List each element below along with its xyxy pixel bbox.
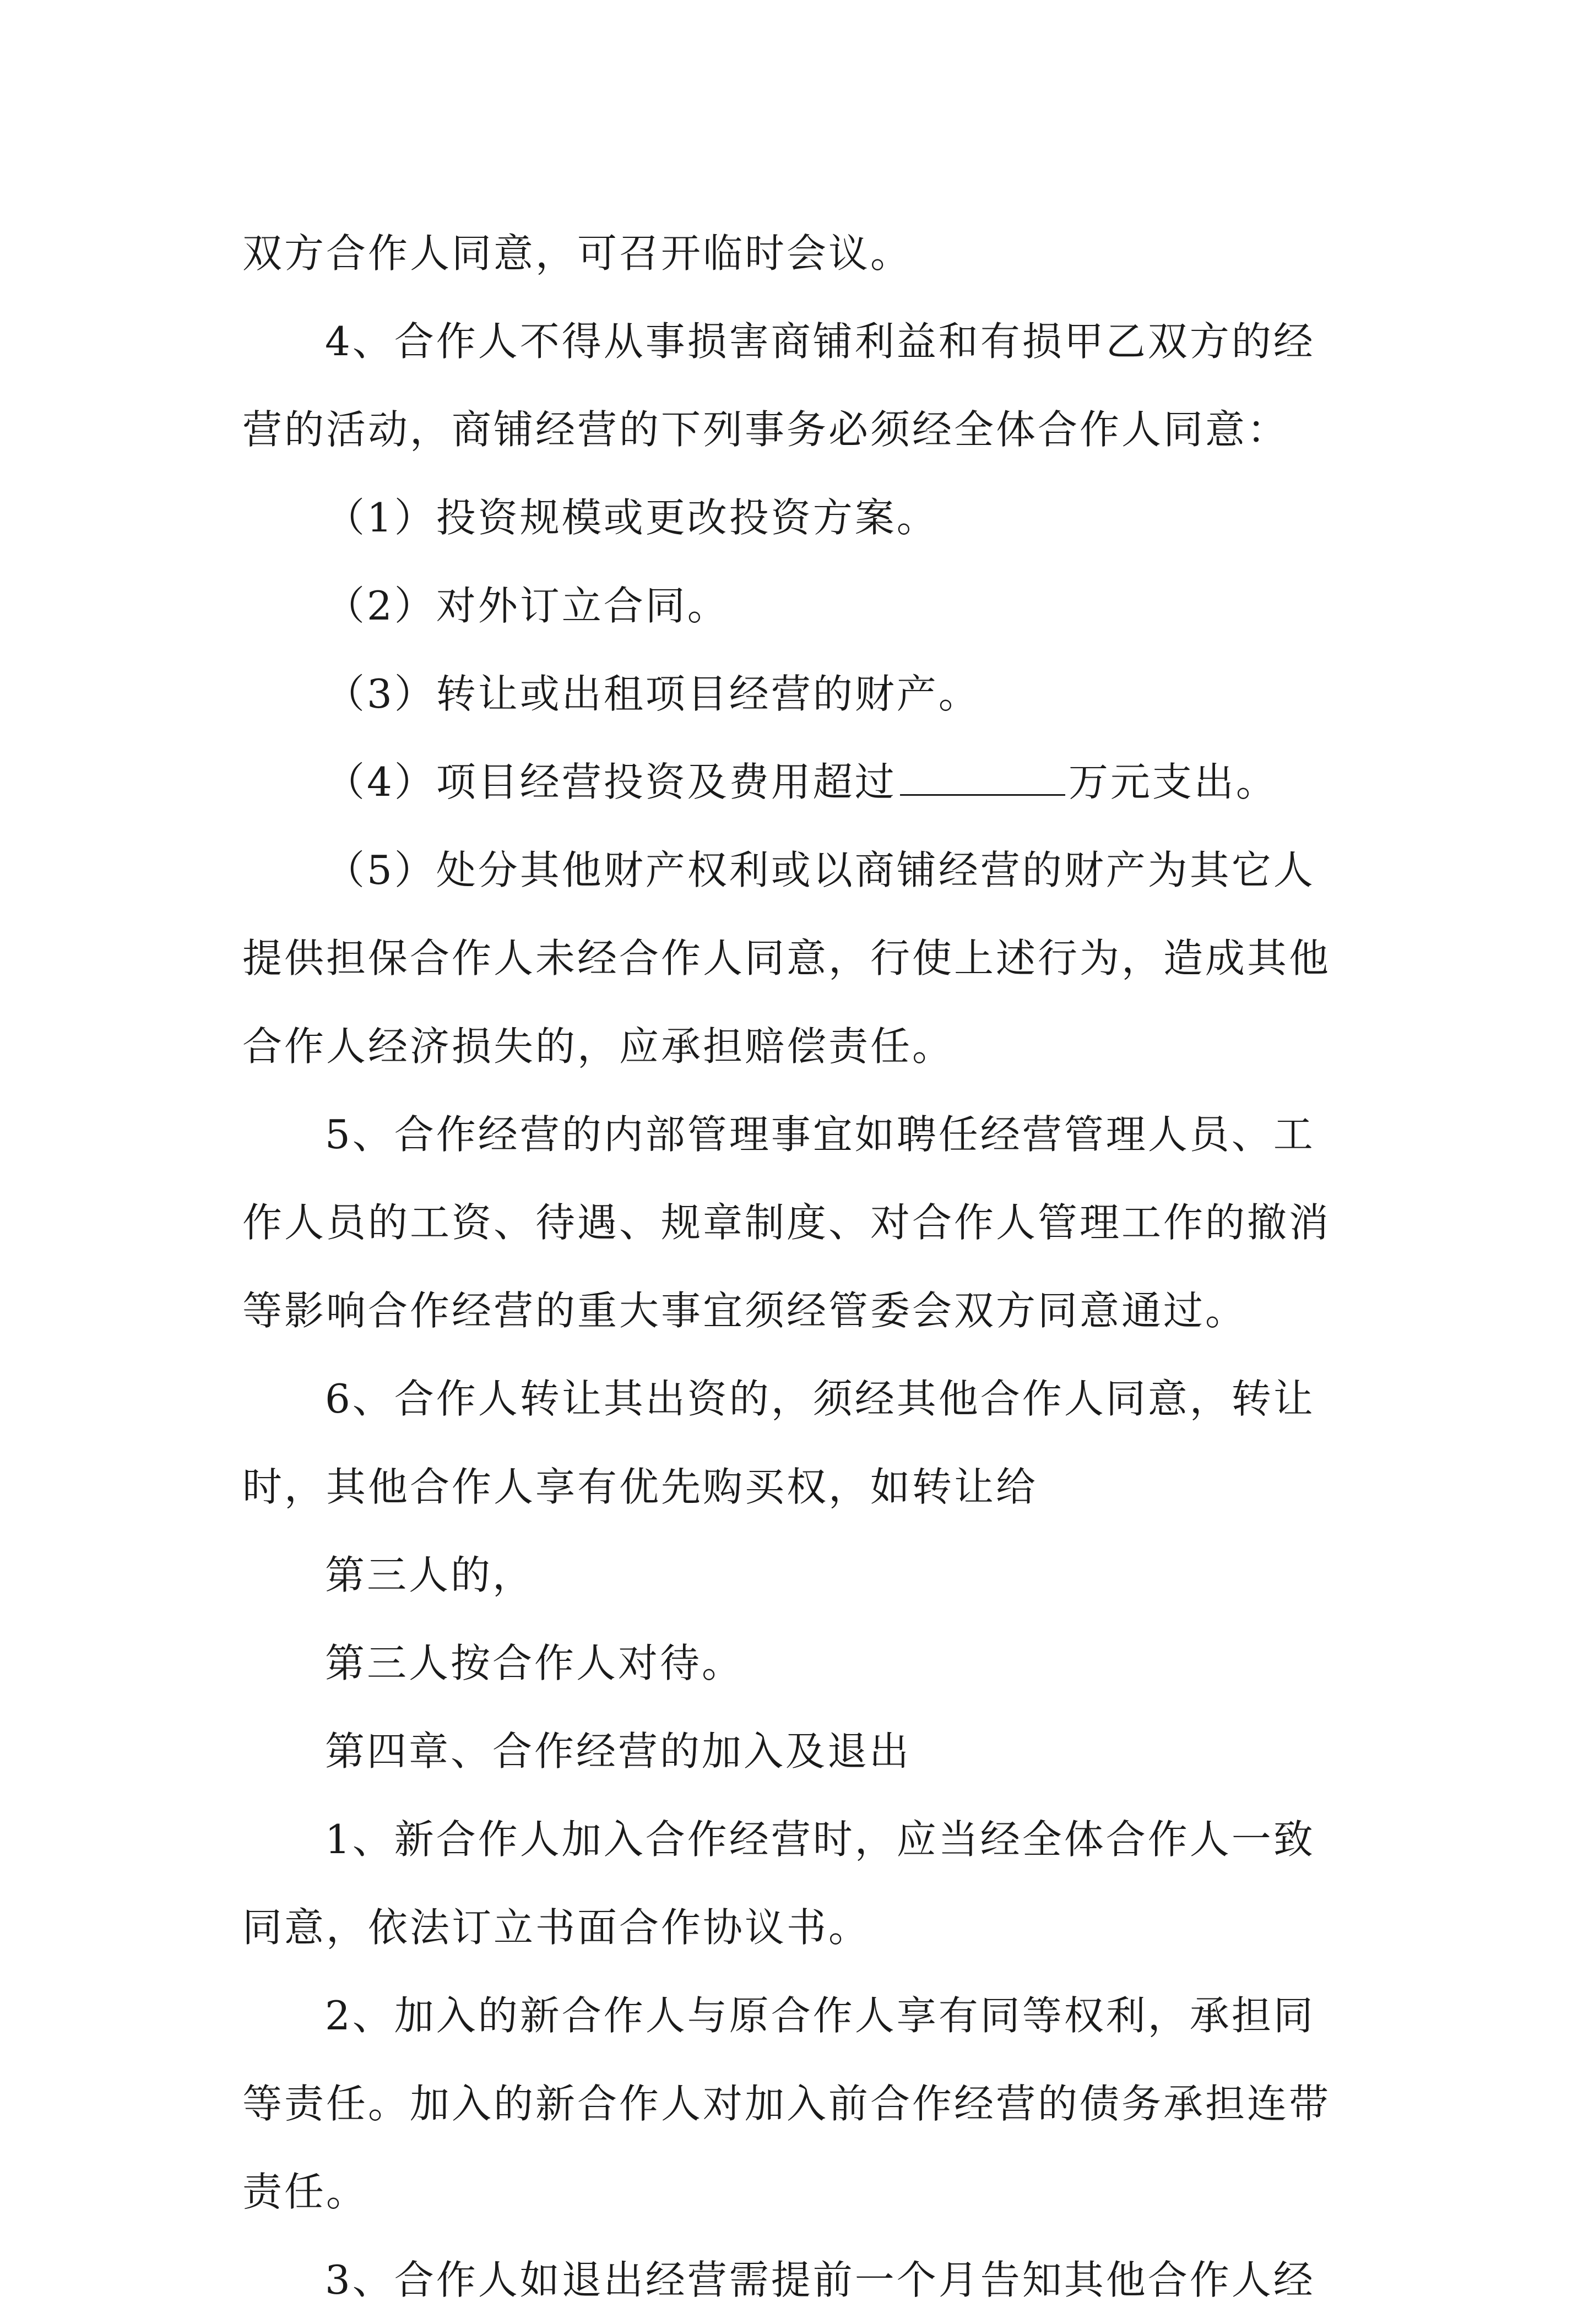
text-line: 6、合作人转让其出资的，须经其他合作人同意，转让 [325, 1376, 1315, 1422]
document-body [242, 209, 1366, 2324]
text-line: 合作人经济损失的，应承担赔偿责任。 [242, 1023, 955, 1069]
text-line: （5）处分其他财产权利或以商铺经营的财产为其它人 [325, 847, 1315, 893]
text-line: 责任。 [242, 2169, 368, 2215]
text-line: 第三人按合作人对待。 [325, 1640, 744, 1686]
text-line: （2）对外订立合同。 [325, 583, 729, 629]
text-line: 同意，依法订立书面合作协议书。 [242, 1904, 871, 1951]
text-line: 3、合作人如退出经营需提前一个月告知其他合作人经 [325, 2257, 1315, 2303]
text-line [242, 738, 1366, 826]
text-line: 第三人的， [325, 1552, 535, 1598]
text-line: 提供担保合作人未经合作人同意，行使上述行为，造成其他 [242, 935, 1331, 981]
text-segment: （4）项目经营投资及费用超过 [325, 759, 897, 805]
text-line: 营的活动，商铺经营的下列事务必须经全体合作人同意： [242, 406, 1289, 453]
text-line: 4、合作人不得从事损害商铺利益和有损甲乙双方的经 [325, 318, 1315, 365]
text-line: 5、合作经营的内部管理事宜如聘任经营管理人员、工 [325, 1111, 1315, 1158]
text-line: 2、加入的新合作人与原合作人享有同等权利，承担同 [325, 1992, 1315, 2039]
text-line: 时，其他合作人享有优先购买权，如转让给 [242, 1464, 1038, 1510]
text-line: （1）投资规模或更改投资方案。 [325, 495, 939, 541]
text-line: 双方合作人同意，可召开临时会议。 [242, 230, 913, 276]
text-segment: 万元支出。 [1068, 759, 1278, 805]
text-line: 作人员的工资、待遇、规章制度、对合作人管理工作的撤消 [242, 1199, 1331, 1246]
section-heading: 第四章、合作经营的加入及退出 [325, 1728, 912, 1774]
text-line: （3）转让或出租项目经营的财产。 [325, 671, 980, 717]
text-line: 等责任。加入的新合作人对加入前合作经营的债务承担连带 [242, 2081, 1331, 2127]
text-line: 等影响合作经营的重大事宜须经管委会双方同意通过。 [242, 1288, 1248, 1334]
text-line: 1、新合作人加入合作经营时，应当经全体合作人一致 [325, 1816, 1315, 1863]
fill-in-blank [900, 761, 1065, 796]
